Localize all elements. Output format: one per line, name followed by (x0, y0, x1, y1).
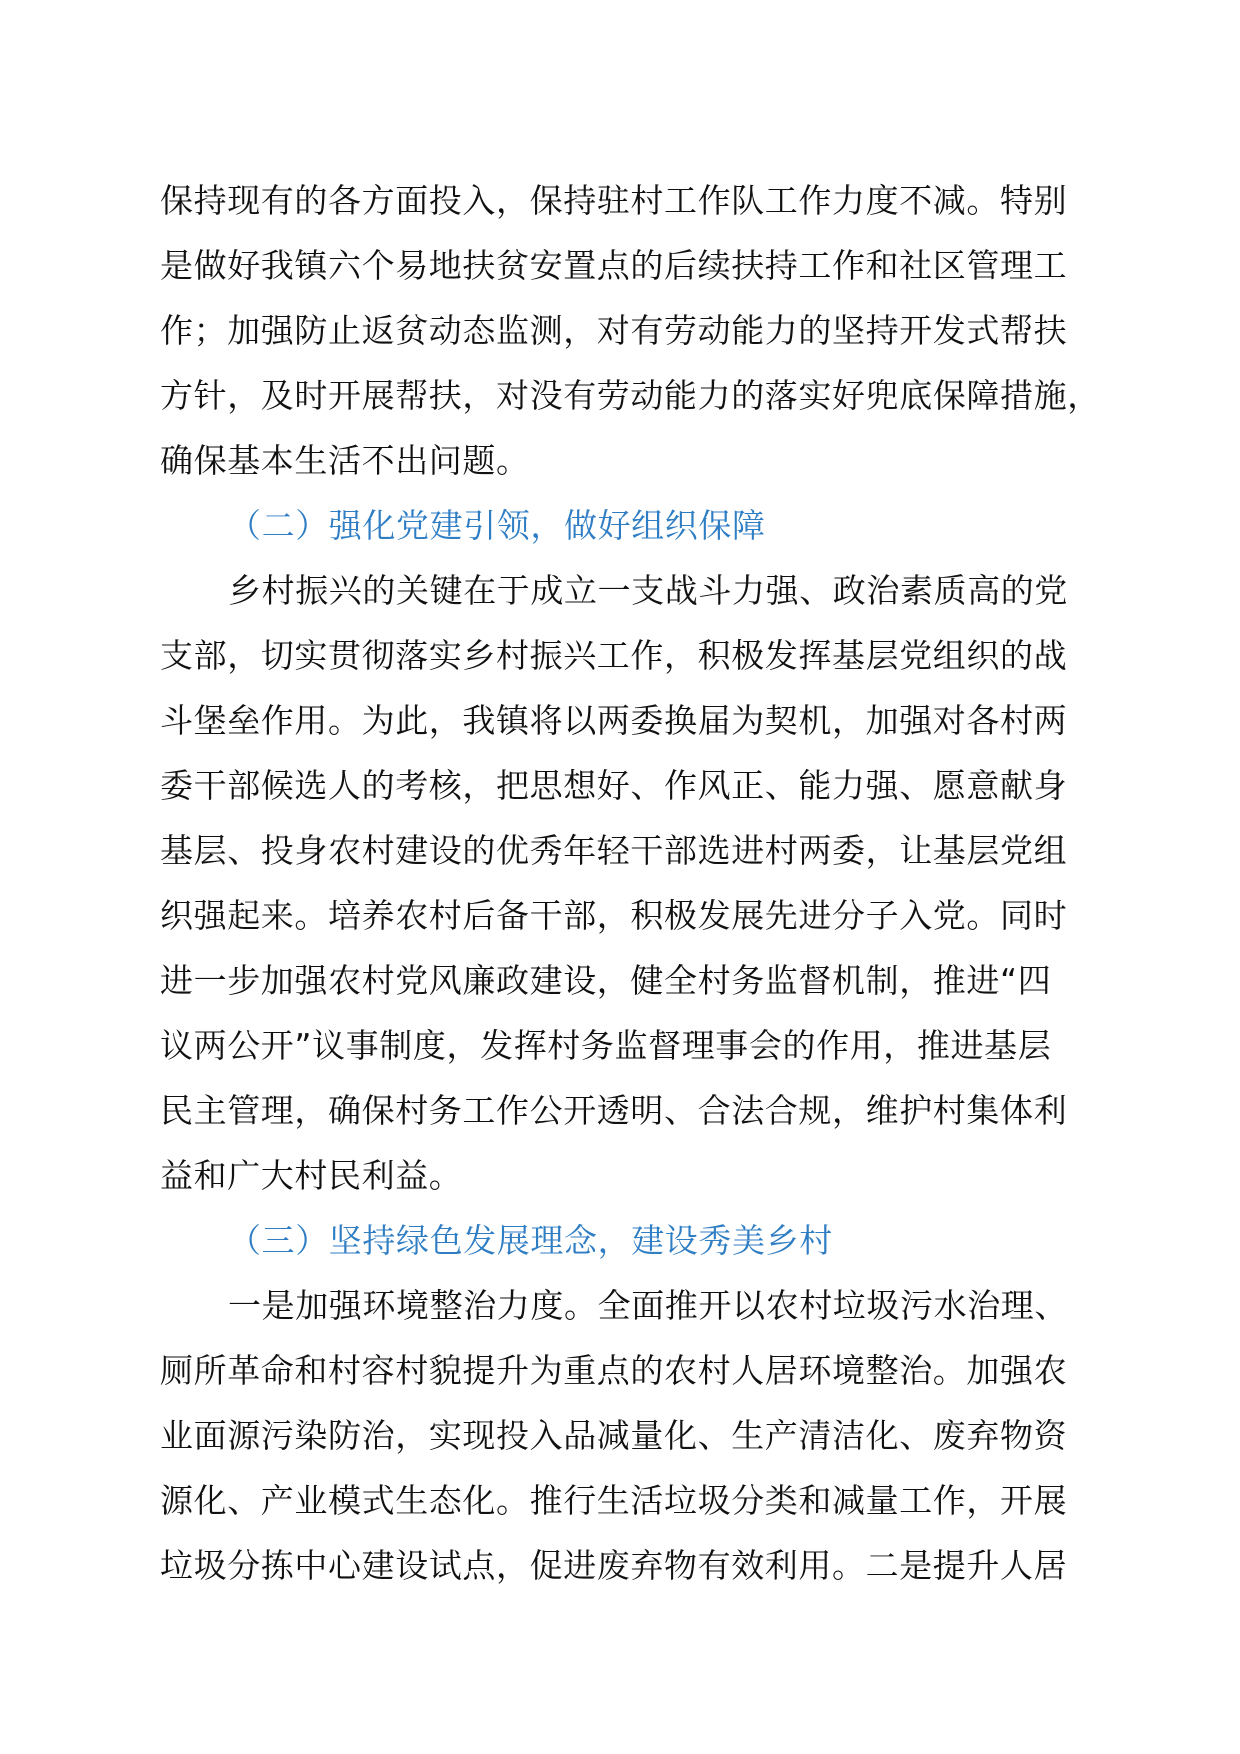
body-paragraph (160, 558, 1100, 1208)
paragraph-line: 作；加强防止返贫动态监测，对有劳动能力的坚持开发式帮扶 (160, 311, 1068, 350)
paragraph-line: 垃圾分拣中心建设试点，促进废弃物有效利用。二是提升人居 (160, 1546, 1068, 1585)
paragraph-line: 益和广大村民利益。 (160, 1156, 463, 1195)
paragraph-line: 方针，及时开展帮扶，对没有劳动能力的落实好兜底保障措施， (160, 376, 1101, 415)
paragraph-line: 斗堡垒作用。为此，我镇将以两委换届为契机，加强对各村两 (160, 701, 1068, 740)
section-heading (160, 1208, 1100, 1273)
paragraph-line: 业面源污染防治，实现投入品减量化、生产清洁化、废弃物资 (160, 1416, 1068, 1455)
body-paragraph (160, 168, 1100, 493)
heading-text: （三）坚持绿色发展理念，建设秀美乡村 (228, 1221, 833, 1260)
paragraph-line: 厕所革命和村容村貌提升为重点的农村人居环境整治。加强农 (160, 1351, 1068, 1390)
paragraph-line: 进一步加强农村党风廉政建设，健全村务监督机制，推进“四 (160, 961, 1052, 1000)
paragraph-line: 委干部候选人的考核，把思想好、作风正、能力强、愿意献身 (160, 766, 1068, 805)
paragraph-line: 乡村振兴的关键在于成立一支战斗力强、政治素质高的党 (228, 571, 1068, 610)
paragraph-line: 确保基本生活不出问题。 (160, 441, 530, 480)
paragraph-line: 支部，切实贯彻落实乡村振兴工作，积极发挥基层党组织的战 (160, 636, 1068, 675)
paragraph-line: 是做好我镇六个易地扶贫安置点的后续扶持工作和社区管理工 (160, 246, 1068, 285)
paragraph-line: 一是加强环境整治力度。全面推开以农村垃圾污水治理、 (228, 1286, 1068, 1325)
paragraph-line: 织强起来。培养农村后备干部，积极发展先进分子入党。同时 (160, 896, 1068, 935)
paragraph-line: 基层、投身农村建设的优秀年轻干部选进村两委，让基层党组 (160, 831, 1068, 870)
document-body (160, 168, 1100, 1598)
section-heading (160, 493, 1100, 558)
paragraph-line: 议两公开”议事制度，发挥村务监督理事会的作用，推进基层 (160, 1026, 1052, 1065)
paragraph-line: 保持现有的各方面投入，保持驻村工作队工作力度不减。特别 (160, 181, 1068, 220)
body-paragraph (160, 1273, 1100, 1598)
heading-text: （二）强化党建引领，做好组织保障 (228, 506, 766, 545)
paragraph-line: 民主管理，确保村务工作公开透明、合法合规，维护村集体利 (160, 1091, 1068, 1130)
paragraph-line: 源化、产业模式生态化。推行生活垃圾分类和减量工作，开展 (160, 1481, 1068, 1520)
